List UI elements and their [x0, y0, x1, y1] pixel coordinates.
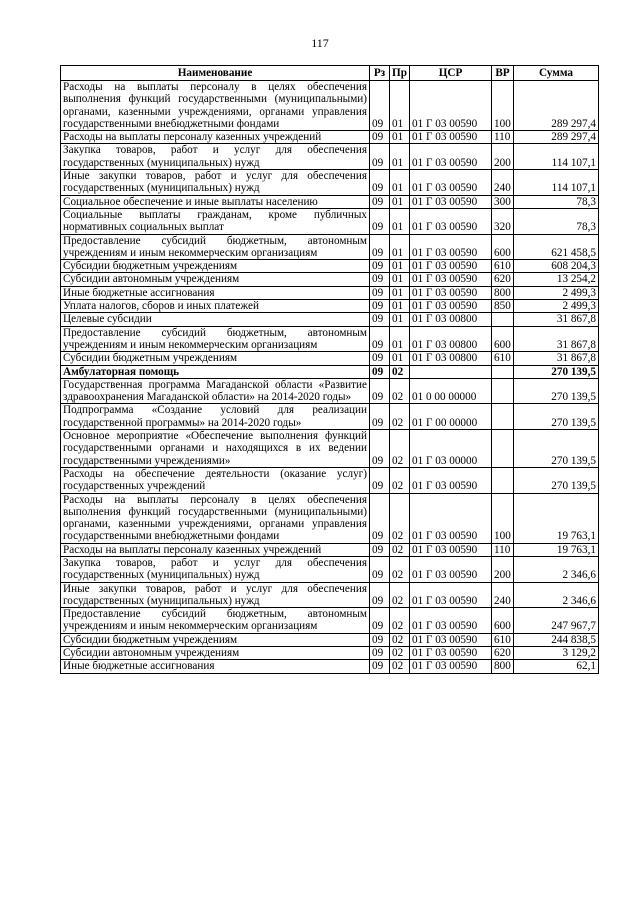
row-vr-cell: 200 — [492, 144, 514, 170]
table-row — [61, 81, 599, 131]
row-vr-cell — [492, 404, 514, 430]
row-sum-cell: 2 346,6 — [514, 582, 599, 608]
row-pr-cell: 01 — [390, 208, 410, 234]
row-rz-cell: 09 — [370, 260, 390, 273]
row-vr-cell: 610 — [492, 352, 514, 365]
row-csr-cell — [410, 365, 492, 378]
row-sum-cell: 78,3 — [514, 195, 599, 208]
row-sum-cell: 2 499,3 — [514, 286, 599, 299]
table-row — [61, 556, 599, 582]
row-name-cell: Расходы на выплаты персоналу казенных учреждений — [61, 543, 370, 556]
row-sum-cell: 244 838,5 — [514, 633, 599, 646]
row-csr-cell: 01 Г 03 00590 — [410, 300, 492, 313]
row-pr-cell: 01 — [390, 81, 410, 131]
row-rz-cell: 09 — [370, 195, 390, 208]
row-csr-cell: 01 Г 03 00590 — [410, 234, 492, 260]
table-row — [61, 633, 599, 646]
row-rz-cell: 09 — [370, 633, 390, 646]
header-vr: ВР — [492, 66, 514, 81]
row-name-cell: Субсидии бюджетным учреждениям — [61, 633, 370, 646]
row-csr-cell: 01 Г 03 00590 — [410, 633, 492, 646]
table-row — [61, 195, 599, 208]
row-rz-cell: 09 — [370, 608, 390, 634]
row-sum-cell: 62,1 — [514, 660, 599, 673]
row-vr-cell: 800 — [492, 660, 514, 673]
row-pr-cell: 01 — [390, 313, 410, 326]
table-row — [61, 234, 599, 260]
row-name-cell: Иные закупки товаров, работ и услуг для обеспечения государственных (муниципальных) нужд — [61, 170, 370, 196]
row-vr-cell — [492, 313, 514, 326]
row-vr-cell: 600 — [492, 234, 514, 260]
row-rz-cell: 09 — [370, 467, 390, 493]
row-name-cell: Субсидии автономным учреждениям — [61, 273, 370, 286]
row-sum-cell: 270 139,5 — [514, 430, 599, 468]
table-row — [61, 608, 599, 634]
row-pr-cell: 02 — [390, 467, 410, 493]
row-vr-cell — [492, 378, 514, 404]
row-sum-cell: 3 129,2 — [514, 647, 599, 660]
row-vr-cell: 110 — [492, 131, 514, 144]
row-vr-cell: 600 — [492, 326, 514, 352]
table-row — [61, 660, 599, 673]
row-pr-cell: 01 — [390, 273, 410, 286]
row-vr-cell: 620 — [492, 273, 514, 286]
row-pr-cell: 01 — [390, 144, 410, 170]
row-vr-cell: 200 — [492, 556, 514, 582]
row-pr-cell: 01 — [390, 170, 410, 196]
row-sum-cell: 114 107,1 — [514, 144, 599, 170]
row-vr-cell: 610 — [492, 633, 514, 646]
row-pr-cell: 02 — [390, 430, 410, 468]
row-name-cell: Субсидии бюджетным учреждениям — [61, 352, 370, 365]
row-rz-cell: 09 — [370, 313, 390, 326]
row-csr-cell: 01 Г 03 00590 — [410, 208, 492, 234]
row-rz-cell: 09 — [370, 234, 390, 260]
row-csr-cell: 01 Г 03 00590 — [410, 647, 492, 660]
row-csr-cell: 01 0 00 00000 — [410, 378, 492, 404]
row-sum-cell: 270 139,5 — [514, 404, 599, 430]
row-pr-cell: 02 — [390, 493, 410, 543]
row-sum-cell: 13 254,2 — [514, 273, 599, 286]
row-name-cell: Расходы на выплаты персоналу в целях обеспечения выполнения функций государственными (муниципальными) органами, казенными учреждениями, органами управления государственными внебюджетными фондами — [61, 493, 370, 543]
row-csr-cell: 01 Г 03 00590 — [410, 556, 492, 582]
row-name-cell: Уплата налогов, сборов и иных платежей — [61, 300, 370, 313]
row-sum-cell: 78,3 — [514, 208, 599, 234]
row-name-cell: Государственная программа Магаданской области «Развитие здравоохранения Магаданской области» на 2014-2020 годы» — [61, 378, 370, 404]
row-rz-cell: 09 — [370, 660, 390, 673]
row-name-cell: Иные бюджетные ассигнования — [61, 660, 370, 673]
row-name-cell: Предоставление субсидий бюджетным, автономным учреждениям и иным некоммерческим организациям — [61, 234, 370, 260]
row-name-cell: Закупка товаров, работ и услуг для обеспечения государственных (муниципальных) нужд — [61, 556, 370, 582]
table-row — [61, 582, 599, 608]
row-csr-cell: 01 Г 03 00590 — [410, 144, 492, 170]
row-csr-cell: 01 Г 03 00590 — [410, 467, 492, 493]
row-rz-cell: 09 — [370, 300, 390, 313]
table-row — [61, 170, 599, 196]
table-row — [61, 378, 599, 404]
row-pr-cell: 01 — [390, 286, 410, 299]
row-sum-cell: 19 763,1 — [514, 543, 599, 556]
table-row — [61, 144, 599, 170]
row-vr-cell: 100 — [492, 493, 514, 543]
row-rz-cell: 09 — [370, 352, 390, 365]
row-rz-cell: 09 — [370, 326, 390, 352]
table-row — [61, 404, 599, 430]
row-pr-cell: 02 — [390, 378, 410, 404]
row-vr-cell: 100 — [492, 81, 514, 131]
row-rz-cell: 09 — [370, 286, 390, 299]
row-rz-cell: 09 — [370, 493, 390, 543]
row-rz-cell: 09 — [370, 81, 390, 131]
row-name-cell: Предоставление субсидий бюджетным, автономным учреждениям и иным некоммерческим организациям — [61, 608, 370, 634]
row-sum-cell: 19 763,1 — [514, 493, 599, 543]
row-pr-cell: 01 — [390, 300, 410, 313]
row-vr-cell: 600 — [492, 608, 514, 634]
row-sum-cell: 2 346,6 — [514, 556, 599, 582]
row-csr-cell: 01 Г 03 00800 — [410, 313, 492, 326]
row-name-cell: Субсидии бюджетным учреждениям — [61, 260, 370, 273]
row-vr-cell: 610 — [492, 260, 514, 273]
row-rz-cell: 09 — [370, 556, 390, 582]
table-row — [61, 467, 599, 493]
row-pr-cell: 01 — [390, 131, 410, 144]
row-csr-cell: 01 Г 00 00000 — [410, 404, 492, 430]
row-csr-cell: 01 Г 03 00590 — [410, 260, 492, 273]
table-row — [61, 273, 599, 286]
row-pr-cell: 02 — [390, 543, 410, 556]
row-name-cell: Социальные выплаты гражданам, кроме публичных нормативных социальных выплат — [61, 208, 370, 234]
row-rz-cell: 09 — [370, 378, 390, 404]
row-pr-cell: 02 — [390, 582, 410, 608]
row-sum-cell: 270 139,5 — [514, 467, 599, 493]
row-sum-cell: 2 499,3 — [514, 300, 599, 313]
row-name-cell: Социальное обеспечение и иные выплаты населению — [61, 195, 370, 208]
row-rz-cell: 09 — [370, 543, 390, 556]
header-csr: ЦСР — [410, 66, 492, 81]
row-csr-cell: 01 Г 03 00590 — [410, 81, 492, 131]
row-vr-cell: 800 — [492, 286, 514, 299]
header-row — [61, 66, 599, 81]
row-csr-cell: 01 Г 03 00590 — [410, 493, 492, 543]
row-pr-cell: 02 — [390, 660, 410, 673]
row-rz-cell: 09 — [370, 208, 390, 234]
row-pr-cell: 01 — [390, 234, 410, 260]
row-vr-cell: 240 — [492, 170, 514, 196]
table-row — [61, 286, 599, 299]
row-name-cell: Расходы на выплаты персоналу в целях обеспечения выполнения функций государственными (муниципальными) органами, казенными учреждениями, органами управления государственными внебюджетными фондами — [61, 81, 370, 131]
row-vr-cell: 850 — [492, 300, 514, 313]
row-rz-cell: 09 — [370, 170, 390, 196]
row-sum-cell: 289 297,4 — [514, 81, 599, 131]
budget-table — [60, 65, 599, 674]
row-name-cell: Иные бюджетные ассигнования — [61, 286, 370, 299]
row-pr-cell: 01 — [390, 195, 410, 208]
row-name-cell: Иные закупки товаров, работ и услуг для обеспечения государственных (муниципальных) нужд — [61, 582, 370, 608]
table-row — [61, 313, 599, 326]
row-csr-cell: 01 Г 03 00590 — [410, 286, 492, 299]
row-vr-cell: 110 — [492, 543, 514, 556]
row-vr-cell — [492, 365, 514, 378]
row-pr-cell: 01 — [390, 326, 410, 352]
table-row — [61, 365, 599, 378]
row-name-cell: Амбулаторная помощь — [61, 365, 370, 378]
row-csr-cell: 01 Г 03 00590 — [410, 608, 492, 634]
row-csr-cell: 01 Г 03 00590 — [410, 543, 492, 556]
header-rz: Рз — [370, 66, 390, 81]
table-row — [61, 300, 599, 313]
header-sum: Сумма — [514, 66, 599, 81]
row-sum-cell: 31 867,8 — [514, 313, 599, 326]
row-name-cell: Целевые субсидии — [61, 313, 370, 326]
row-sum-cell: 621 458,5 — [514, 234, 599, 260]
row-csr-cell: 01 Г 03 00800 — [410, 352, 492, 365]
table-row — [61, 208, 599, 234]
row-csr-cell: 01 Г 03 00590 — [410, 170, 492, 196]
row-pr-cell: 02 — [390, 404, 410, 430]
row-rz-cell: 09 — [370, 131, 390, 144]
row-name-cell: Закупка товаров, работ и услуг для обеспечения государственных (муниципальных) нужд — [61, 144, 370, 170]
table-header — [61, 66, 599, 81]
row-pr-cell: 02 — [390, 365, 410, 378]
row-rz-cell: 09 — [370, 404, 390, 430]
row-csr-cell: 01 Г 03 00590 — [410, 195, 492, 208]
row-csr-cell: 01 Г 03 00800 — [410, 326, 492, 352]
row-name-cell: Подпрограмма «Создание условий для реализации государственной программы» на 2014-2020 годы» — [61, 404, 370, 430]
row-pr-cell: 01 — [390, 260, 410, 273]
header-pr: Пр — [390, 66, 410, 81]
row-sum-cell: 31 867,8 — [514, 326, 599, 352]
row-sum-cell: 247 967,7 — [514, 608, 599, 634]
row-name-cell: Расходы на выплаты персоналу казенных учреждений — [61, 131, 370, 144]
table-row — [61, 260, 599, 273]
row-csr-cell: 01 Г 03 00000 — [410, 430, 492, 468]
row-sum-cell: 114 107,1 — [514, 170, 599, 196]
header-name: Наименование — [61, 66, 370, 81]
row-vr-cell: 300 — [492, 195, 514, 208]
row-rz-cell: 09 — [370, 273, 390, 286]
table-row — [61, 352, 599, 365]
row-pr-cell: 02 — [390, 556, 410, 582]
row-sum-cell: 270 139,5 — [514, 365, 599, 378]
table-row — [61, 647, 599, 660]
table-row — [61, 493, 599, 543]
row-rz-cell: 09 — [370, 365, 390, 378]
row-vr-cell — [492, 467, 514, 493]
table-row — [61, 326, 599, 352]
table-row — [61, 543, 599, 556]
row-sum-cell: 270 139,5 — [514, 378, 599, 404]
row-vr-cell: 620 — [492, 647, 514, 660]
row-pr-cell: 02 — [390, 608, 410, 634]
row-name-cell: Основное мероприятие «Обеспечение выполнения функций государственными органами и находящихся в их ведении государственными учреждениями» — [61, 430, 370, 468]
row-pr-cell: 02 — [390, 633, 410, 646]
row-pr-cell: 01 — [390, 352, 410, 365]
table-row — [61, 131, 599, 144]
row-rz-cell: 09 — [370, 144, 390, 170]
row-name-cell: Субсидии автономным учреждениям — [61, 647, 370, 660]
row-csr-cell: 01 Г 03 00590 — [410, 660, 492, 673]
row-rz-cell: 09 — [370, 430, 390, 468]
row-sum-cell: 608 204,3 — [514, 260, 599, 273]
page-number: 117 — [311, 36, 329, 50]
table-row — [61, 430, 599, 468]
row-rz-cell: 09 — [370, 582, 390, 608]
row-csr-cell: 01 Г 03 00590 — [410, 582, 492, 608]
row-sum-cell: 289 297,4 — [514, 131, 599, 144]
row-name-cell: Расходы на обеспечение деятельности (оказание услуг) государственных учреждений — [61, 467, 370, 493]
row-pr-cell: 02 — [390, 647, 410, 660]
row-sum-cell: 31 867,8 — [514, 352, 599, 365]
row-csr-cell: 01 Г 03 00590 — [410, 131, 492, 144]
row-vr-cell — [492, 430, 514, 468]
row-name-cell: Предоставление субсидий бюджетным, автономным учреждениям и иным некоммерческим организациям — [61, 326, 370, 352]
row-rz-cell: 09 — [370, 647, 390, 660]
row-vr-cell: 320 — [492, 208, 514, 234]
row-csr-cell: 01 Г 03 00590 — [410, 273, 492, 286]
row-vr-cell: 240 — [492, 582, 514, 608]
table-body — [61, 81, 599, 674]
